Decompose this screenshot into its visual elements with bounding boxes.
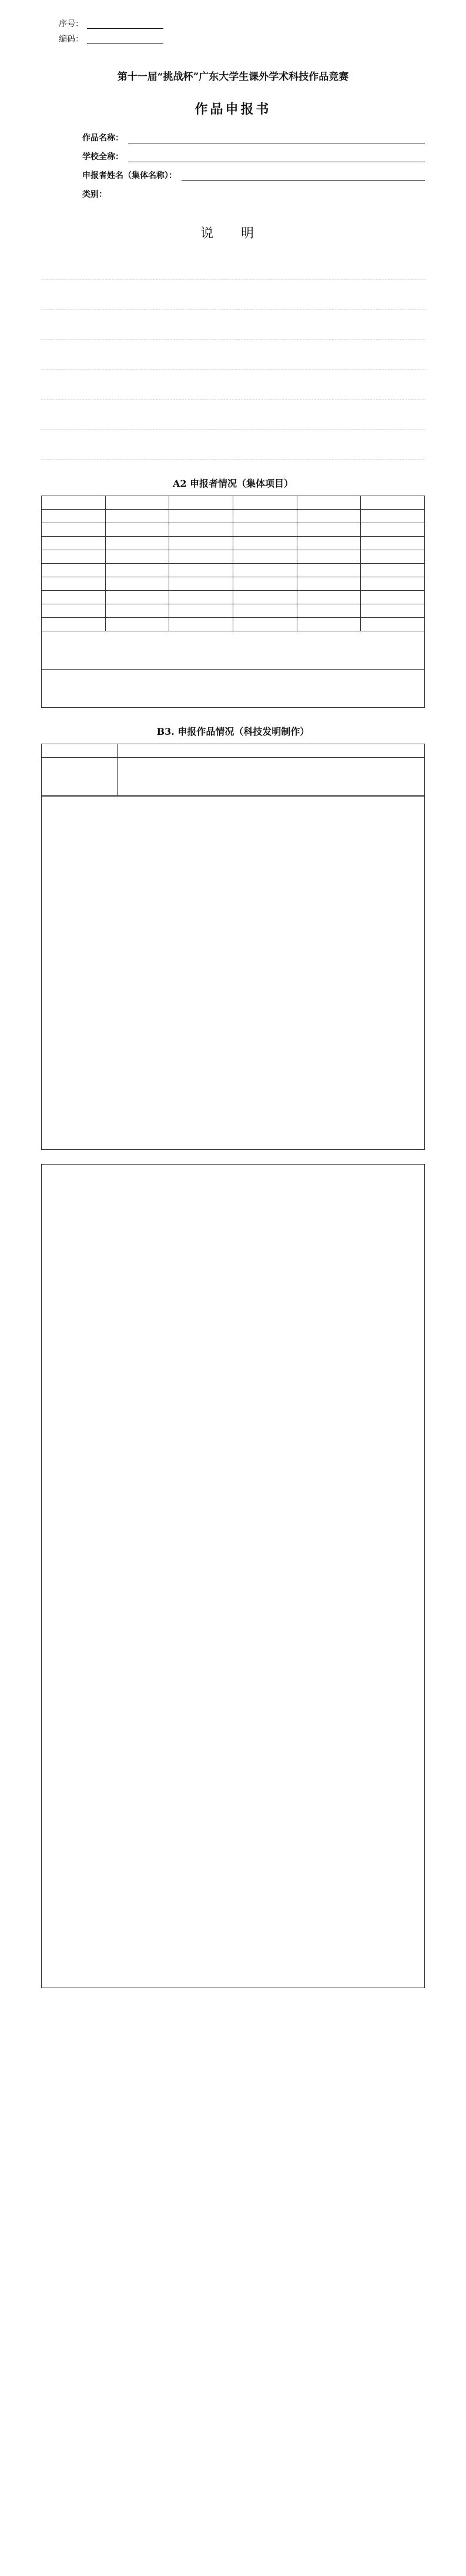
table-row — [42, 604, 425, 618]
instructions-body — [41, 253, 425, 460]
school-value — [128, 151, 425, 162]
document-title: 作品申报书 — [195, 102, 271, 117]
table-row — [42, 537, 425, 550]
instruction-paragraph — [41, 253, 425, 280]
work-description-block — [41, 796, 425, 1150]
applicants-value — [182, 170, 425, 181]
table-row — [42, 744, 425, 758]
table-row — [42, 577, 425, 591]
table-b3 — [41, 744, 425, 796]
work-description-block-continued — [41, 1164, 425, 1988]
work-name-value — [128, 132, 425, 143]
code-label: 编码： — [59, 35, 83, 44]
table-a2-title: A2 申报者情况（集体项目） — [172, 478, 294, 489]
instruction-paragraph — [41, 433, 425, 460]
table-row — [42, 523, 425, 537]
table-row — [42, 496, 425, 510]
table-row — [42, 510, 425, 523]
serial-number-line — [59, 18, 425, 29]
instruction-paragraph — [41, 403, 425, 430]
instruction-paragraph — [41, 313, 425, 340]
table-row — [42, 758, 425, 796]
instruction-paragraph — [41, 373, 425, 400]
serial-label: 序号： — [59, 19, 83, 29]
serial-blank — [87, 19, 163, 29]
table-a2 — [41, 496, 425, 708]
work-name-label: 作品名称： — [82, 133, 123, 143]
table-row — [42, 631, 425, 670]
table-row — [42, 550, 425, 564]
school-label: 学校全称： — [82, 152, 123, 162]
code-line — [59, 33, 425, 45]
table-row — [42, 670, 425, 708]
applicants-label: 申报者姓名（集体名称）： — [82, 171, 177, 180]
instruction-paragraph — [41, 283, 425, 310]
category-label: 类别： — [82, 190, 107, 199]
instruction-paragraph — [41, 343, 425, 370]
category-row — [82, 188, 425, 200]
competition-title: 第十一届“挑战杯”广东大学生课外学术科技作品竞赛 — [117, 71, 349, 83]
code-blank — [87, 34, 163, 44]
table-row — [42, 591, 425, 604]
table-row — [42, 618, 425, 631]
applicants-row — [82, 169, 425, 181]
school-row — [82, 150, 425, 162]
instructions-heading: 说 明 — [200, 226, 266, 241]
table-row — [42, 564, 425, 577]
table-b3-title: B3. 申报作品情况（科技发明制作） — [156, 726, 310, 737]
work-name-row — [82, 132, 425, 143]
